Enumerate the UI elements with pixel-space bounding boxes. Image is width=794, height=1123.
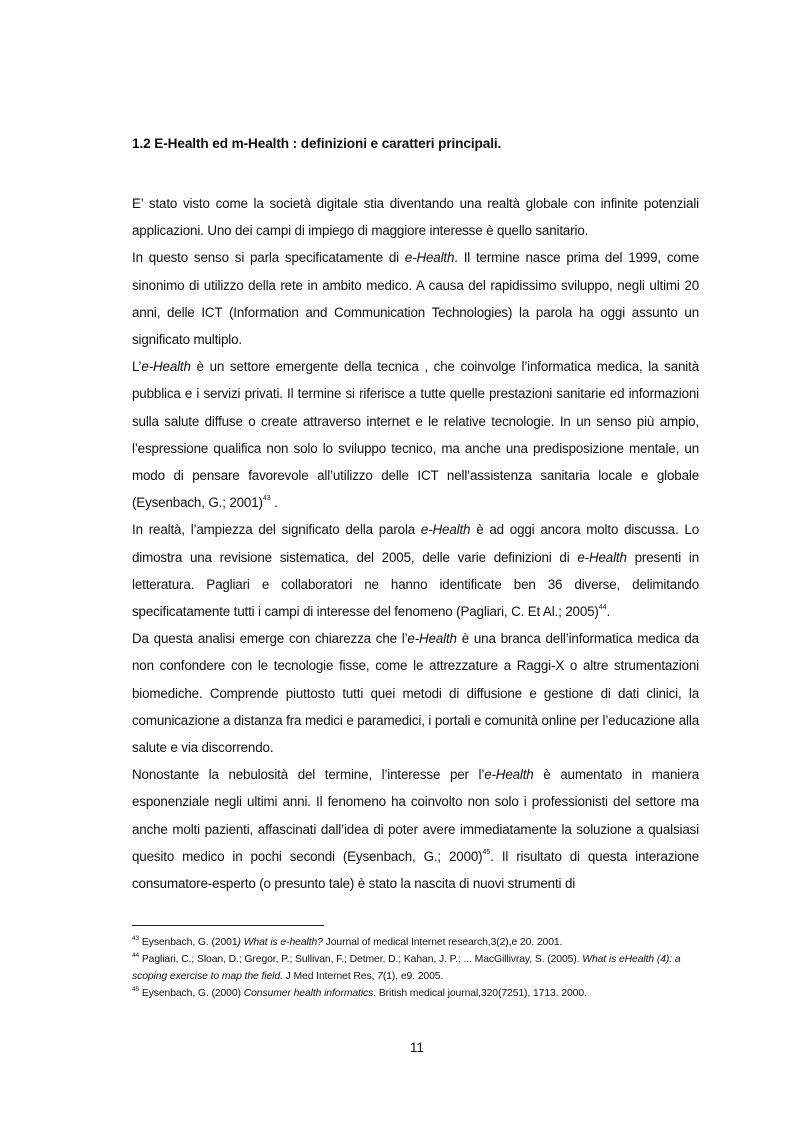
footnotes bbox=[132, 934, 702, 1002]
footnote-ref-44[interactable]: 44 bbox=[598, 604, 607, 612]
paragraph-6: Nonostante la nebulosità del termine, l’interesse per l’e-Health è aumentato in maniera esponenziale negli ultimi anni. Il fenomeno ha coinvolto non solo i professionisti del settore ma anche molti pazienti, affascinati dall’idea di poter avere immediatamente la soluzione a qualsiasi quesito medico in pochi secondi (Eysenbach, G.; 2000)$^{45}$. Il risultato di questa interazione consumatore-esperto (o presunto tale) è stato la nascita di nuovi strumenti di bbox=[132, 767, 699, 892]
footnote-43: $^{43}$ Eysenbach, G. (2001) What is e-health? Journal of medical Internet research,3(2),e 20. 2001. bbox=[132, 935, 563, 948]
footnote-ref-43[interactable]: 43 bbox=[262, 495, 271, 503]
footnote-45: $^{45}$ Eysenbach, G. (2000) Consumer health informatics. British medical journal,320(7251), 1713. 2000. bbox=[132, 986, 587, 999]
section-heading: 1.2 E-Health ed m-Health : definizioni e caratteri principali. bbox=[132, 136, 502, 151]
footnote-44: $^{44}$ Pagliari, C.; Sloan, D.; Gregor, P.; Sullivan, F.; Detmer, D.; Kahan, J. P.; ... MacGillivray, S. (2005). What is eHealth (4): a scoping exercise to map the field. J Med Internet Res, 7(1), e9. 2005. bbox=[132, 952, 681, 982]
page-number: 11 bbox=[410, 1040, 424, 1055]
paragraph-1: E’ stato visto come la società digitale stia diventando una realtà globale con infinite potenziali applicazioni. Uno dei campi di impiego di maggiore interesse è quello sanitario. bbox=[132, 196, 699, 239]
body-text bbox=[132, 190, 699, 897]
footnote-ref-45[interactable]: 45 bbox=[482, 848, 491, 856]
footnote-separator bbox=[132, 925, 324, 926]
paragraph-5: Da questa analisi emerge con chiarezza che l’e-Health è una branca dell’informatica medica da non confondere con le tecnologie fisse, come le attrezzature a Raggi-X o altre strumentazioni biomediche. Comprende piuttosto tutti quei metodi di diffusione e gestione di dati clinici, la comunicazione a distanza fra medici e paramedici, i portali e comunità online per l’educazione alla salute e via discorrendo. bbox=[132, 631, 699, 756]
paragraph-2: In questo senso si parla specificatamente di e-Health. Il termine nasce prima del 1999, come sinonimo di utilizzo della rete in ambito medico. A causa del rapidissimo sviluppo, negli ultimi 20 anni, delle ICT (Information and Communication Technologies) la parola ha oggi assunto un significato multiplo. bbox=[132, 250, 699, 348]
paragraph-3: L’e-Health è un settore emergente della tecnica , che coinvolge l’informatica medica, la sanità pubblica e i servizi privati. Il termine si riferisce a tutte quelle prestazioni sanitarie ed informazioni sulla salute diffuse o create attraverso internet e le relative tecnologie. In un senso più ampio, l’espressione qualifica non solo lo sviluppo tecnico, ma anche una predisposizione mentale, un modo di pensare favorevole all’utilizzo delle ICT nell’assistenza sanitaria locale e globale (Eysenbach, G.; 2001)$^{43}$ . bbox=[132, 359, 699, 511]
paragraph-4: In realtà, l’ampiezza del significato della parola e-Health è ad oggi ancora molto discussa. Lo dimostra una revisione sistematica, del 2005, delle varie definizioni di e-Health presenti in letteratura. Pagliari e collaboratori ne hanno identificate ben 36 diverse, delimitando specificatamente tutti i campi di interesse del fenomeno (Pagliari, C. Et Al.; 2005)$^{44}$. bbox=[132, 522, 699, 620]
